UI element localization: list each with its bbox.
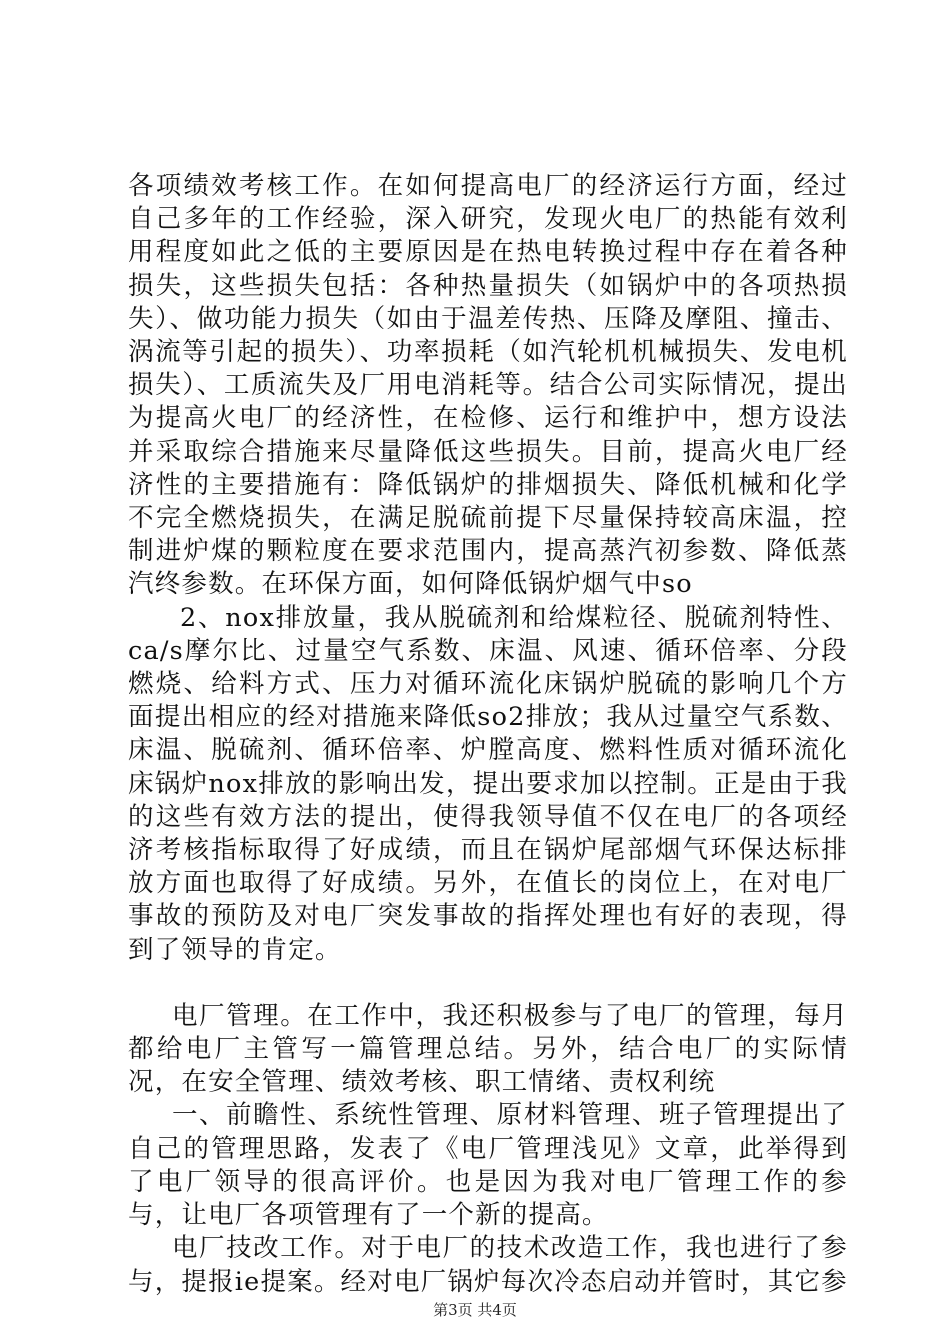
document-body — [128, 170, 848, 1299]
paragraph-spacer — [128, 967, 848, 1000]
paragraph-nox-emission: 2、nox排放量，我从脱硫剂和给煤粒径、脱硫剂特性、ca/s摩尔比、过量空气系数、床温、风速、循环倍率、分段燃烧、给料方式、压力对循环流化床锅炉脱硫的影响几个方面提出相应的经对措施来降低so2排放；我从过量空气系数、床温、脱硫剂、循环倍率、炉膛高度、燃料性质对循环流化床锅炉nox排放的影响出发，提出要求加以控制。正是由于我的这些有效方法的提出，使得我领导值不仅在电厂的各项经济考核指标取得了好成绩，而且在锅炉尾部烟气环保达标排放方面也取得了好成绩。另外，在值长的岗位上，在对电厂事故的预防及对电厂突发事故的指挥处理也有好的表现，得到了领导的肯定。 — [128, 602, 848, 965]
page-number-footer: 第3页 共4页 — [433, 1301, 517, 1319]
paragraph-management-ideas: 一、前瞻性、系统性管理、原材料管理、班子管理提出了自己的管理思路，发表了《电厂管理浅见》文章，此举得到了电厂领导的很高评价。也是因为我对电厂管理工作的参与，让电厂各项管理有了一个新的提高。 — [128, 1100, 848, 1231]
paragraph-plant-management: 电厂管理。在工作中，我还积极参与了电厂的管理，每月都给电厂主管写一篇管理总结。另外，结合电厂的实际情况，在安全管理、绩效考核、职工情绪、责权利统 — [128, 1000, 848, 1098]
paragraph-economic-operation: 各项绩效考核工作。在如何提高电厂的经济运行方面，经过自己多年的工作经验，深入研究，发现火电厂的热能有效利用程度如此之低的主要原因是在热电转换过程中存在着各种损失，这些损失包括：各种热量损失（如锅炉中的各项热损失）、做功能力损失（如由于温差传热、压降及摩阻、撞击、涡流等引起的损失）、功率损耗（如汽轮机机械损失、发电机损失）、工质流失及厂用电消耗等。结合公司实际情况，提出为提高火电厂的经济性，在检修、运行和维护中，想方设法并采取综合措施来尽量降低这些损失。目前，提高火电厂经济性的主要措施有：降低锅炉的排烟损失、降低机械和化学不完全燃烧损失，在满足脱硫前提下尽量保持较高床温，控制进炉煤的颗粒度在要求范围内，提高蒸汽初参数、降低蒸汽终参数。在环保方面，如何降低锅炉烟气中so — [128, 171, 848, 600]
paragraph-technical-renovation: 电厂技改工作。对于电厂的技术改造工作，我也进行了参与，提报ie提案。经对电厂锅炉每次冷态启动并管时，其它参 — [128, 1233, 848, 1297]
